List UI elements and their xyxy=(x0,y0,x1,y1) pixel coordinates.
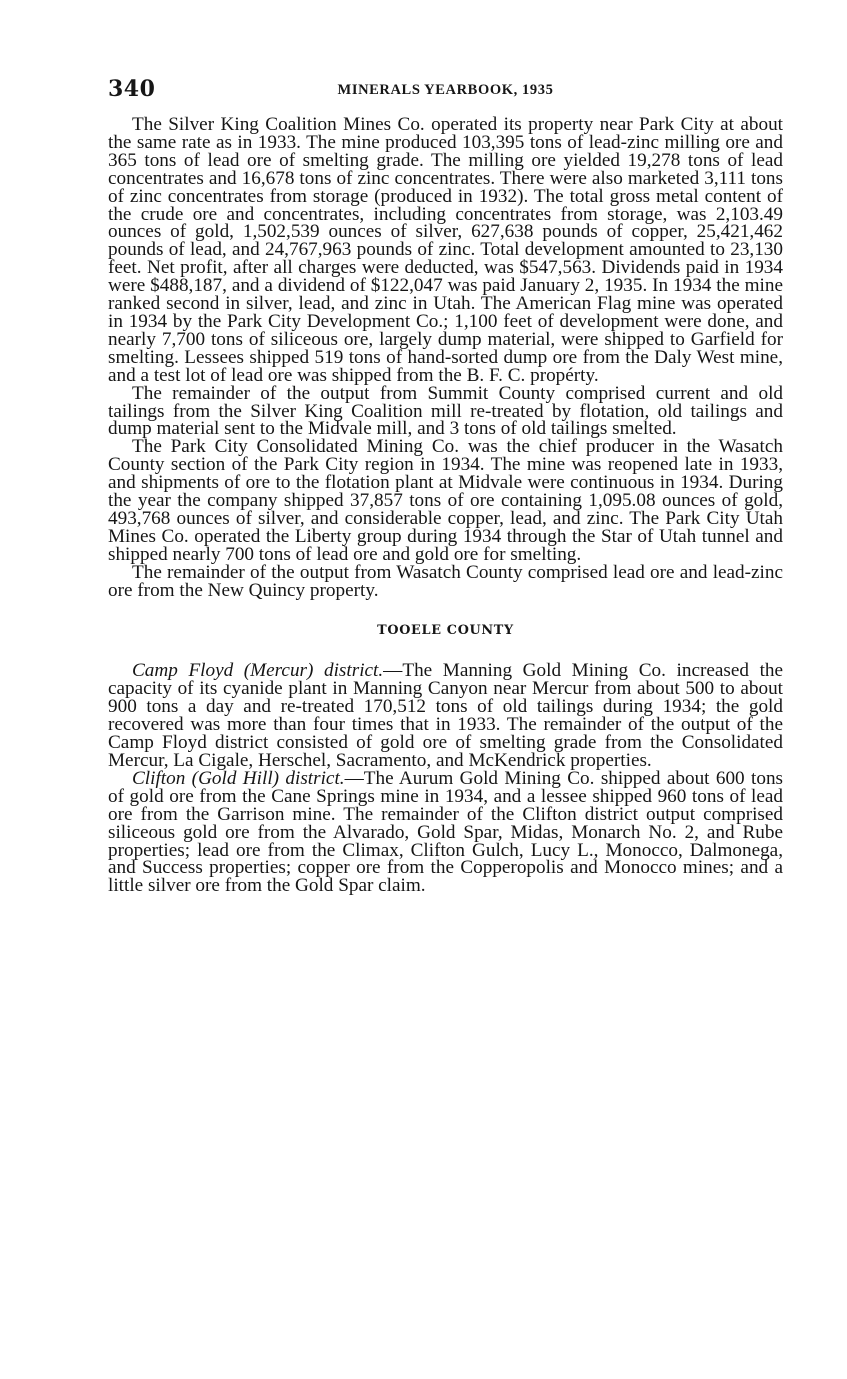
page-number: 340 xyxy=(108,76,156,102)
district-text-camp-floyd: —The Manning Gold Mining Co. increased the capacity of its cyanide plant in Manning Canyon near Mercur from about 500 to about 900 tons a day and re-treated 170,512 tons of old tailings during 1934; the gold recovered was more than four times that in 1933. The remainder of the output of the Camp Floyd district consisted of gold ore of smelting grade from the Consolidated Mercur, La Cigale, Herschel, Sacramento, and McKendrick properties. xyxy=(108,660,784,771)
district-name-clifton: Clifton (Gold Hill) district. xyxy=(132,767,345,789)
paragraph-park-city-consolidated: The Park City Consolidated Mining Co. was the chief producer in the Wasatch County section of the Park City region in 1934. The mine was reopened late in 1933, and shipments of ore to the flotation plant at Midvale were continuous in 1934. During the year the company shipped 37,857 tons of ore containing 1,095.08 ounces of gold, 493,768 ounces of silver, and considerable copper, lead, and zinc. The Park City Utah Mines Co. operated the Liberty group during 1934 through the Star of Utah tunnel and shipped nearly 700 tons of lead ore and gold ore for smelting. xyxy=(108,436,783,565)
running-title: MINERALS YEARBOOK, 1935 xyxy=(337,82,554,98)
district-name-camp-floyd: Camp Floyd (Mercur) district. xyxy=(132,660,384,682)
body-text xyxy=(108,116,783,895)
paragraph-summit-county-remainder: The remainder of the output from Summit County comprised current and old tailings from the Silver King Coalition mill re-treated by flotation, old tailings and dump material sent to the Midvale mill, and 3 tons of old tailings smelted. xyxy=(108,382,783,440)
district-text-clifton: —The Aurum Gold Mining Co. shipped about 600 tons of gold ore from the Cane Springs mine in 1934, and a lessee shipped 960 tons of lead ore from the Garrison mine. The remainder of the Clifton district output comprised siliceous gold ore from the Alvarado, Gold Spar, Midas, Monarch No. 2, and Rube properties; lead ore from the Climax, Clifton Gulch, Lucy L., Monocco, Dalmonega, and Success properties; copper ore from the Copperopolis and Monocco mines; and a little silver ore from the Gold Spar claim. xyxy=(108,767,784,897)
document-page xyxy=(108,76,783,895)
paragraph-silver-king: The Silver King Coalition Mines Co. operated its property near Park City at about the same rate as in 1933. The mine produced 103,395 tons of lead-zinc milling ore and 365 tons of lead ore of smelting grade. The milling ore yielded 19,278 tons of lead concentrates and 16,678 tons of zinc concentrates. There were also marketed 3,111 tons of zinc concentrates from storage (produced in 1932). The total gross metal content of the crude ore and concentrates, including concentrates from storage, was 2,103.49 ounces of gold, 1,502,539 ounces of silver, 627,638 pounds of copper, 25,421,462 pounds of lead, and 24,767,963 pounds of zinc. Total development amounted to 23,130 feet. Net profit, after all charges were deducted, was $547,563. Dividends paid in 1934 were $488,187, and a dividend of $122,047 was paid January 2, 1935. In 1934 the mine ranked second in silver, lead, and zinc in Utah. The American Flag mine was operated in 1934 by the Park City Development Co.; 1,100 feet of development were done, and nearly 7,700 tons of siliceous ore, largely dump material, were shipped to Garfield for smelting. Lessees shipped 519 tons of hand-sorted dump ore from the Daly West mine, and a test lot of lead ore was shipped from the B. F. C. propérty. xyxy=(108,114,783,386)
paragraph-clifton-district xyxy=(108,767,784,897)
running-head xyxy=(108,76,783,110)
paragraph-wasatch-county-remainder: The remainder of the output from Wasatch County comprised lead ore and lead-zinc ore from the New Quincy property. xyxy=(108,561,783,601)
section-heading-tooele-county: TOOELE COUNTY xyxy=(377,623,514,639)
paragraph-camp-floyd-district xyxy=(108,662,783,769)
